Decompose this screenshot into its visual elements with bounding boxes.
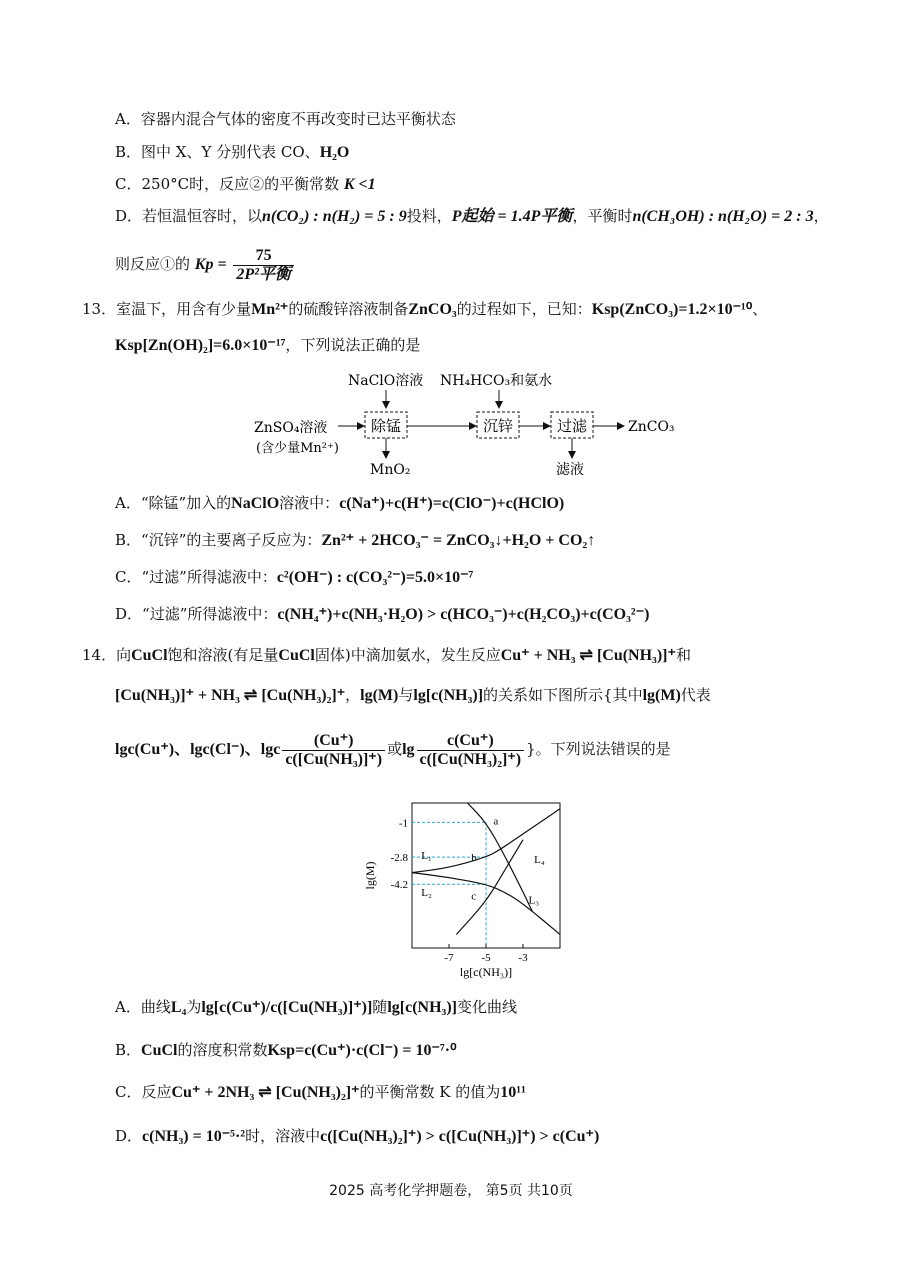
q13-option-c: [115, 566, 473, 589]
formula: lg[c(NH₃)]: [413, 687, 484, 704]
formula: c(Na⁺)+c(H⁺)=c(ClO⁻)+c(HClO): [339, 495, 565, 512]
point-label-a: a: [493, 815, 499, 828]
option-text: D．若恒温恒容时，以: [115, 207, 263, 225]
q13-option-a: [115, 492, 564, 515]
point-label-c: c: [471, 890, 477, 903]
option-text: A．容器内混合气体的密度不再改变时已达平衡状态: [115, 110, 456, 128]
formula: Ksp(ZnCO₃)=1.2×10⁻¹⁰: [591, 301, 753, 318]
kp-fraction: [233, 247, 294, 284]
formula: lg: [402, 741, 415, 758]
option-text: B．: [115, 1041, 142, 1059]
option-text: ，平衡时: [572, 207, 633, 225]
y-axis-label: lg(M): [363, 861, 377, 890]
stem-text: ，下列说法正确的是: [285, 336, 421, 354]
flow-box3-label: 过滤: [556, 417, 588, 435]
formula: H₂O: [319, 144, 350, 161]
q14-stem-line1: [82, 644, 691, 667]
fraction-denominator: c([Cu(NH₃)₂]⁺): [419, 750, 522, 768]
formula: Cu⁺ + 2NH₃ ⇌ [Cu(NH₃)₂]⁺: [171, 1084, 360, 1101]
q12-option-a: [115, 108, 456, 130]
y-tick-label: -1: [398, 817, 408, 830]
formula: Ksp=c(Cu⁺)·c(Cl⁻) = 10⁻⁷·⁰: [267, 1042, 457, 1059]
q14-stem-line3: [115, 724, 671, 775]
point-label-b: b: [471, 852, 477, 864]
formula: n(CH₃OH) : n(H₂O) = 2 : 3: [632, 208, 814, 225]
flow-start1: ZnSO₄溶液: [254, 420, 328, 436]
guides: [412, 822, 486, 948]
formula: lg[c(Cu⁺)/c([Cu(NH₃)]⁺)]: [201, 999, 373, 1016]
y-tick-label: -4.2: [390, 879, 408, 892]
q13-option-b: [115, 529, 595, 552]
stem-text: 的硫酸锌溶液制备: [288, 300, 409, 318]
formula: K <1: [343, 176, 376, 193]
formula: Mn²⁺: [251, 301, 289, 318]
flow-box1-label: 除锰: [370, 417, 402, 435]
stem-text: 和: [675, 646, 691, 664]
formula: c([Cu(NH₃)₂]⁺) > c([Cu(NH₃)]⁺) > c(Cu⁺): [320, 1128, 600, 1145]
option-text: 的溶度积常数: [177, 1041, 268, 1059]
q13-option-d: [115, 603, 649, 626]
formula: lgc(Cu⁺)、lgc(Cl⁻)、lgc: [115, 741, 281, 758]
fraction-numerator: 75: [233, 247, 294, 266]
q14-stem-line2: [115, 684, 711, 707]
fraction-denominator: c([Cu(NH₃)]⁺): [285, 750, 383, 768]
q14-option-b: [115, 1039, 457, 1062]
option-text: A．“除锰”加入的: [115, 494, 232, 512]
option-text: C．250°C时，反应②的平衡常数: [115, 175, 344, 193]
q12-option-b: [115, 141, 349, 164]
formula: [Cu(NH₃)]⁺ + NH₃ ⇌ [Cu(NH₃)₂]⁺: [115, 687, 346, 704]
formula: L₄: [170, 999, 187, 1016]
stem-text: ，: [345, 686, 361, 704]
stem-text: 的关系如下图所示{其中: [483, 686, 643, 704]
q14-option-c: [115, 1081, 526, 1104]
q13-stem-line2: [115, 334, 420, 357]
flow-start2: (含少量Mn²⁺): [256, 441, 339, 456]
flow-byproduct2: 滤液: [556, 462, 584, 478]
stem-text: 13．室温下，用含有少量: [82, 300, 252, 318]
formula: c(NH₄⁺)+c(NH₃·H₂O) > c(HCO₃⁻)+c(H₂CO₃)+c(CO₃²⁻): [277, 606, 650, 623]
flow-product: ZnCO₃: [628, 419, 675, 435]
flow-reagent2: NH₄HCO₃和氨水: [440, 373, 553, 389]
option-text: 变化曲线: [456, 998, 517, 1016]
q13-flow-diagram: [250, 368, 690, 488]
stem-text: 14．向: [82, 646, 132, 664]
x-axis-label: lg[c(NH₃)]: [459, 965, 513, 979]
option-text: 为: [186, 998, 202, 1016]
option-text: 投料，: [406, 207, 452, 225]
x-tick-label: -3: [518, 952, 528, 964]
q14-option-a: [115, 996, 517, 1019]
formula: lg(M): [360, 687, 399, 704]
stem-text: 饱和溶液(有足量: [167, 646, 279, 664]
flow-byproduct1: MnO₂: [370, 462, 411, 478]
flow-reagent1: NaClO溶液: [348, 373, 424, 389]
fraction-2: [417, 732, 525, 769]
stem-text: 或: [387, 740, 403, 758]
x-tick-label: -5: [481, 952, 491, 964]
option-text: 的平衡常数 K 的值为: [359, 1083, 501, 1101]
y-tick-label: -2.8: [390, 852, 408, 865]
formula: P起始 = 1.4P平衡: [451, 208, 573, 225]
option-text: D．“过滤”所得滤液中：: [115, 605, 278, 623]
flow-box2-label: 沉锌: [482, 417, 514, 435]
formula: Kp =: [194, 256, 227, 273]
page-footer: 2025 高考化学押题卷， 第5页 共10页: [329, 1183, 573, 1199]
option-text: B．“沉锌”的主要离子反应为：: [115, 531, 322, 549]
curve-label-3: L₃: [528, 894, 540, 907]
q12-option-d-line2: [115, 244, 296, 285]
option-text: B．图中 X、Y 分别代表 CO、: [115, 143, 320, 161]
formula: CuCl: [141, 1042, 178, 1059]
option-text: 时，溶液中: [245, 1127, 321, 1145]
curve-4: [456, 840, 523, 935]
formula: n(CO₂) : n(H₂) = 5 : 9: [262, 208, 407, 225]
stem-text: }。下列说法错误的是: [526, 740, 671, 758]
stem-text: 、: [752, 300, 768, 318]
option-text: 则反应①的: [115, 255, 195, 273]
flow-svg: [250, 368, 690, 488]
option-text: 溶液中：: [279, 494, 340, 512]
q14-chart: [360, 795, 570, 980]
curve-label-1: L₁: [421, 850, 432, 863]
fraction-1: [282, 732, 385, 769]
q12-option-c: [115, 173, 376, 196]
formula: c(NH₃) = 10⁻⁵·²: [142, 1128, 246, 1145]
option-text: A．曲线: [115, 998, 171, 1016]
option-text: D．: [115, 1127, 143, 1145]
ticks: [391, 817, 528, 964]
x-tick-label: -7: [444, 952, 454, 964]
formula: CuCl: [131, 647, 168, 664]
formula: 10¹¹: [500, 1084, 526, 1101]
q13-stem-line1: [82, 298, 767, 321]
option-text: ，: [813, 207, 829, 225]
fraction-numerator: c(Cu⁺): [417, 732, 525, 751]
formula: lg(M): [642, 687, 681, 704]
formula: Ksp[Zn(OH)₂]=6.0×10⁻¹⁷: [115, 337, 286, 354]
formula: c²(OH⁻) : c(CO₃²⁻)=5.0×10⁻⁷: [276, 569, 474, 586]
formula: Cu⁺ + NH₃ ⇌ [Cu(NH₃)]⁺: [500, 647, 676, 664]
formula: Zn²⁺ + 2HCO₃⁻ = ZnCO₃↓+H₂O + CO₂↑: [321, 532, 596, 549]
formula: CuCl: [278, 647, 315, 664]
fraction-denominator: 2P²平衡: [236, 265, 291, 283]
stem-text: 代表: [680, 686, 711, 704]
chart-svg: [360, 795, 570, 980]
option-text: C．反应: [115, 1083, 172, 1101]
formula: NaClO: [231, 495, 280, 512]
formula: ZnCO₃: [408, 301, 457, 318]
option-text: 随: [372, 998, 388, 1016]
option-text: C．“过滤”所得滤液中：: [115, 568, 277, 586]
stem-text: 的过程如下，已知：: [456, 300, 592, 318]
formula: lg[c(NH₃)]: [387, 999, 457, 1016]
stem-text: 固体)中滴加氨水，发生反应: [314, 646, 501, 664]
q14-option-d: [115, 1125, 599, 1148]
q12-option-d: [115, 205, 829, 228]
fraction-numerator: (Cu⁺): [282, 732, 385, 751]
curve-label-4: L₄: [534, 853, 545, 866]
stem-text: 与: [398, 686, 414, 704]
curve-label-2: L₂: [421, 886, 432, 899]
